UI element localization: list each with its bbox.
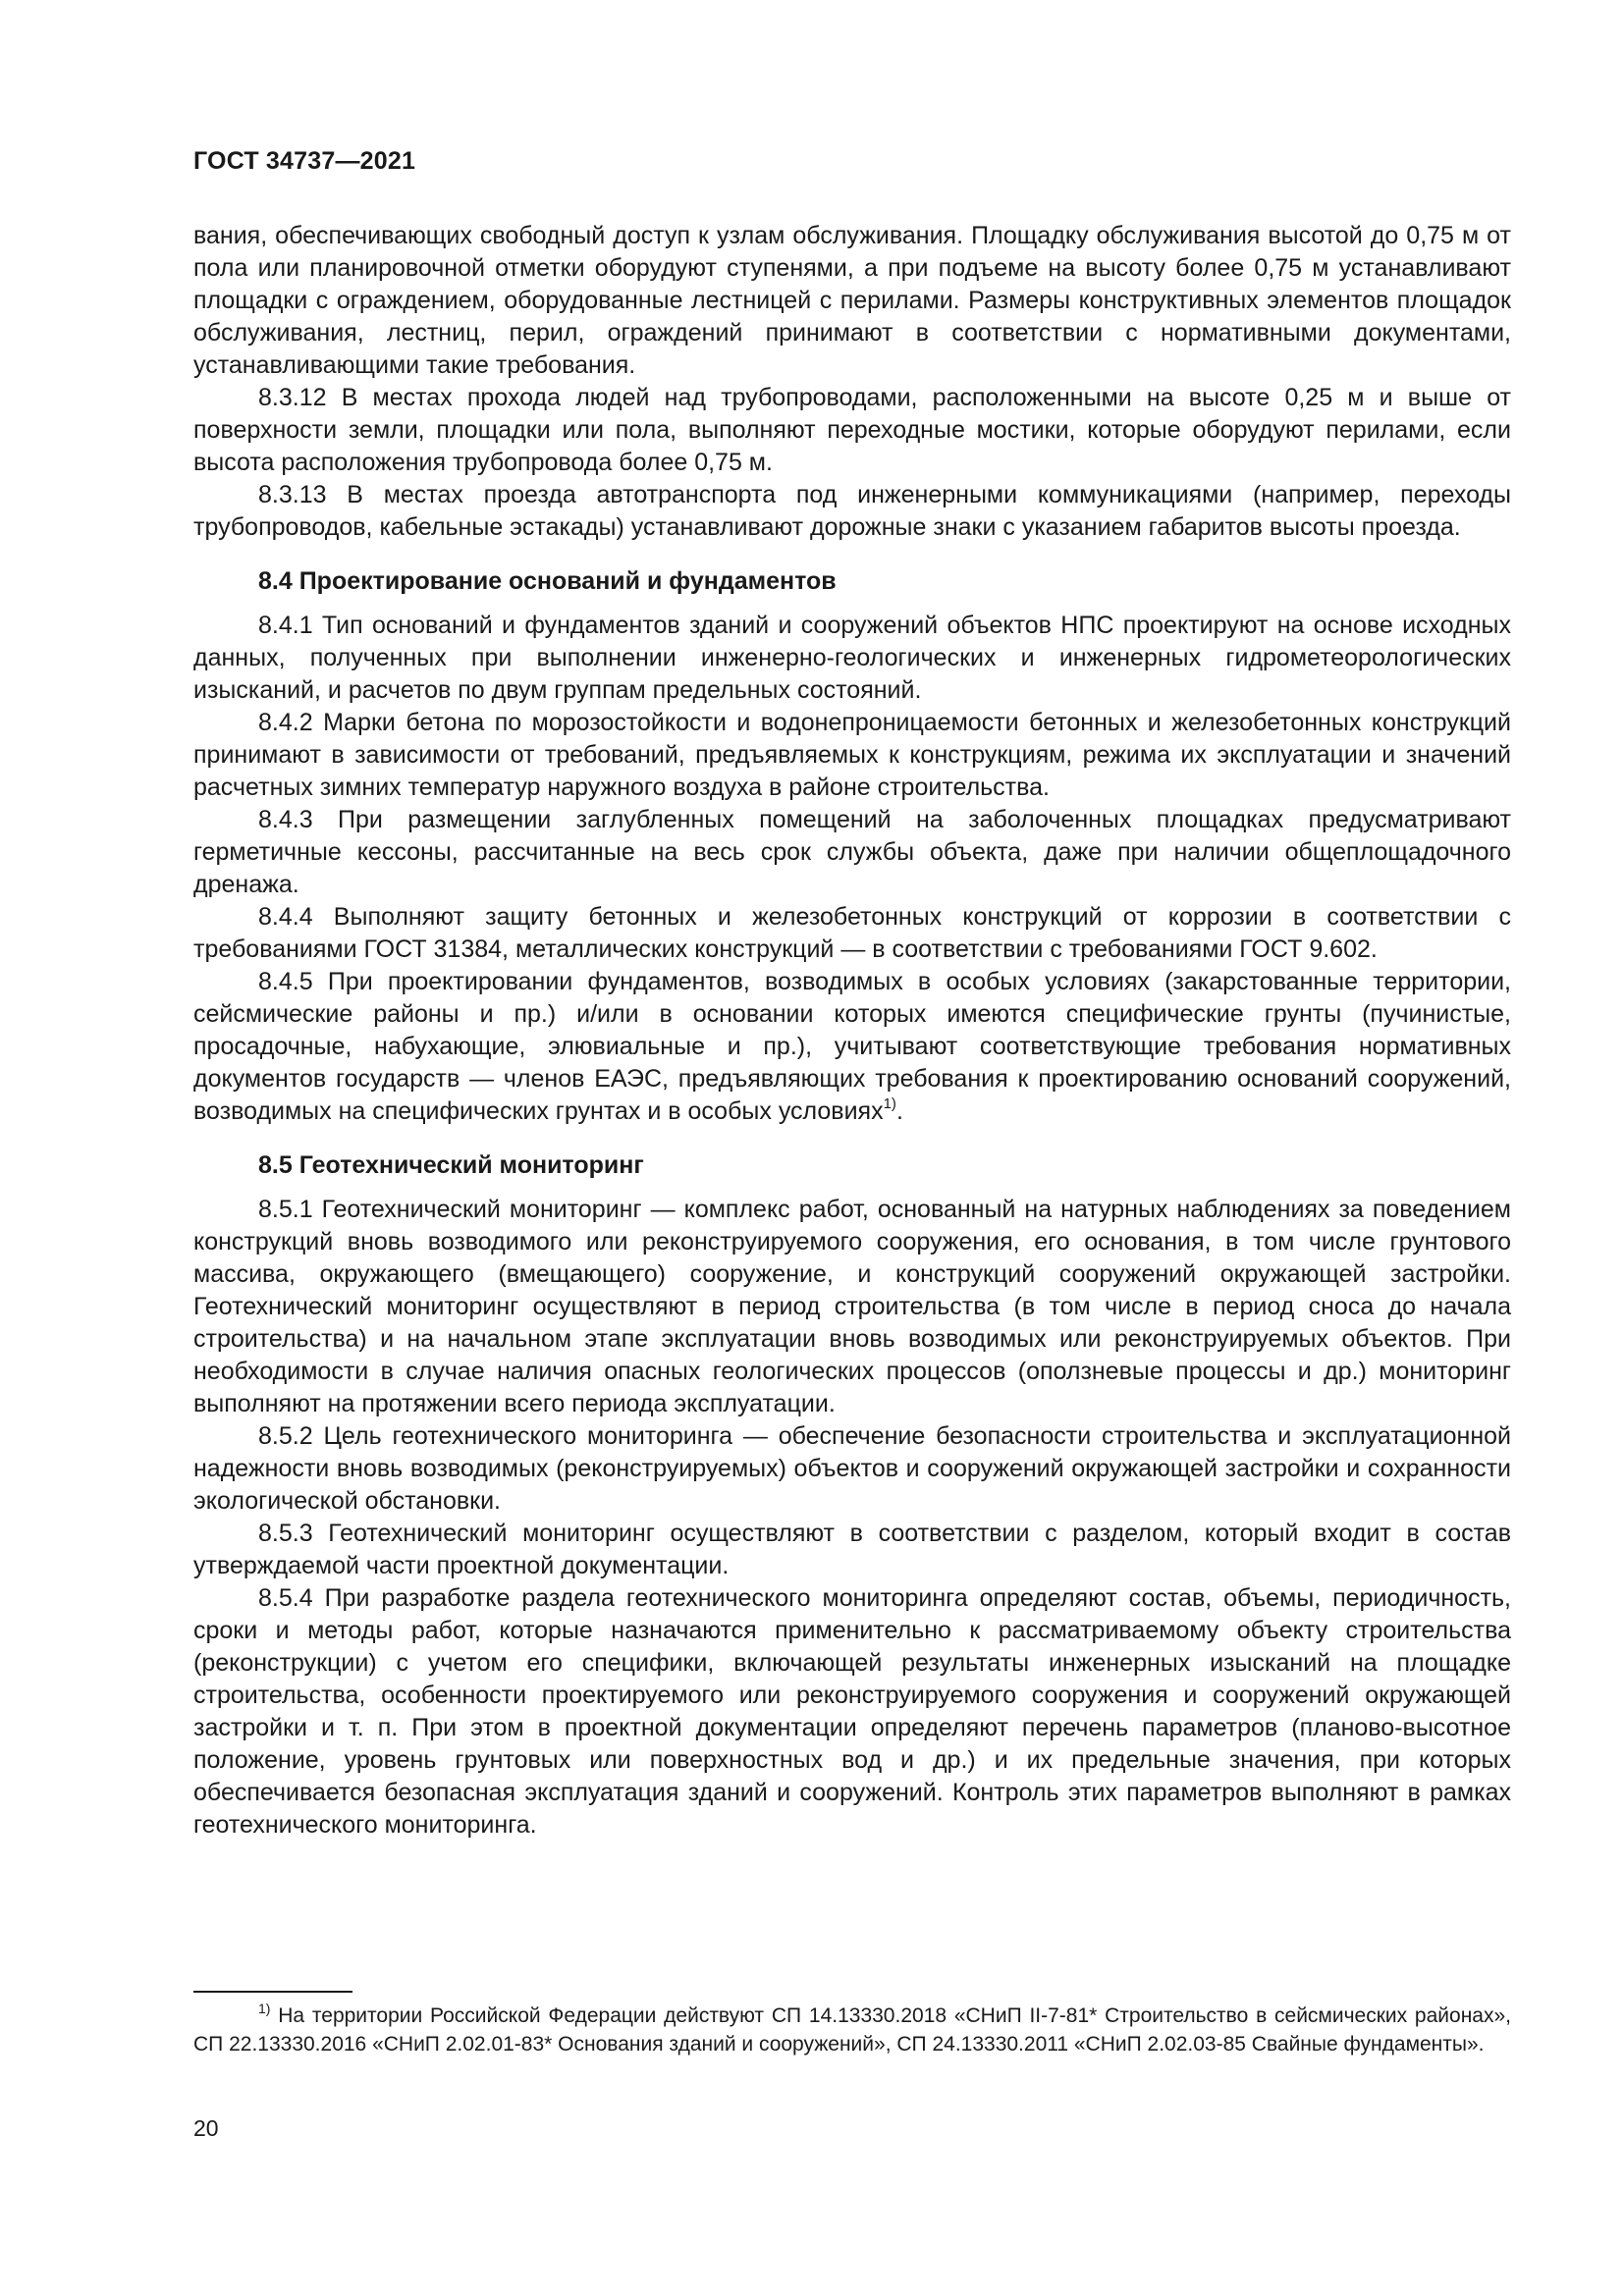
clause-8-4-2: 8.4.2 Марки бетона по морозостойкости и водонепроницаемости бетонных и железобетонных конструкций принимают в зависимости от требований, предъявляемых к конструкциям, режима их эксплуатации и значений расчетных зимних температур наружного воздуха в районе строительства. <box>193 709 1511 801</box>
clause-8-4-5-text: 8.4.5 При проектировании фундаментов, возводимых в особых условиях (закарстованные территории, сейсмические районы и пр.) и/или в основании которых имеются специфические грунты (пучинистые, просадочные, набухающие, элювиальные и пр.), учитывают соответствующие требования нормативных документов государств — членов ЕАЭС, предъявляющих требования к проектированию оснований сооружений, возводимых на специфических грунтах и в особых условиях <box>193 968 1511 1125</box>
section-heading-8-5: 8.5 Геотехнический мониторинг <box>258 1151 644 1179</box>
footnote-text: На территории Российской Федерации действуют СП 14.13330.2018 «СНиП II-7-81* Строительство в сейсмических районах», СП 22.13330.2016 «СНиП 2.02.01-83* Основания зданий и сооружений», СП 24.13330.2011 «СНиП 2.02.03-85 Свайные фундаменты». <box>193 2004 1511 2056</box>
document-page <box>193 0 1511 2296</box>
clause-8-5-3: 8.5.3 Геотехнический мониторинг осуществляют в соответствии с разделом, который входит в состав утверждаемой части проектной документации. <box>193 1520 1511 1579</box>
clause-8-4-1: 8.4.1 Тип оснований и фундаментов зданий и сооружений объектов НПС проектируют на основе исходных данных, полученных при выполнении инженерно-геологических и инженерных гидрометеорологических изысканий, и расчетов по двум группам предельных состояний. <box>193 612 1511 704</box>
footnote-reference[interactable]: 1) <box>883 1095 896 1112</box>
document-header: ГОСТ 34737—2021 <box>193 147 416 175</box>
document-body <box>193 220 1511 1842</box>
clause-8-3-13: 8.3.13 В местах проезда автотранспорта под инженерными коммуникациями (например, переходы трубопроводов, кабельные эстакады) устанавливают дорожные знаки с указанием габаритов высоты проезда. <box>193 481 1511 541</box>
clause-8-4-5-end: . <box>895 1097 903 1125</box>
footnote-divider <box>193 1991 352 1993</box>
clause-8-4-3: 8.4.3 При размещении заглубленных помещений на заболоченных площадках предусматривают герметичные кессоны, рассчитанные на весь срок службы объекта, даже при наличии общеплощадочного дренажа. <box>193 806 1511 898</box>
section-heading-8-4: 8.4 Проектирование оснований и фундаментов <box>258 567 837 595</box>
page-number: 20 <box>193 2115 219 2141</box>
clause-8-5-4: 8.5.4 При разработке раздела геотехнического мониторинга определяют состав, объемы, периодичность, сроки и методы работ, которые назначаются применительно к рассматриваемому объекту строительства (реконструкции) с учетом его специфики, включающей результаты инженерных изысканий на площадке строительства, особенности проектируемого или реконструируемого сооружения и сооружений окружающей застройки и т. п. При этом в проектной документации определяют перечень параметров (планово-высотное положение, уровень грунтовых или поверхностных вод и др.) и их предельные значения, при которых обеспечивается безопасная эксплуатация зданий и сооружений. Контроль этих параметров выполняют в рамках геотехнического мониторинга. <box>193 1584 1511 1839</box>
paragraph-continuation: вания, обеспечивающих свободный доступ к узлам обслуживания. Площадку обслуживания высотой до 0,75 м от пола или планировочной отметки оборудуют ступенями, а при подъеме на высоту более 0,75 м устанавливают площадки с ограждением, оборудованные лестницей с перилами. Размеры конструктивных элементов площадок обслуживания, лестниц, перил, ограждений принимают в соответствии с нормативными документами, устанавливающими такие требования. <box>193 222 1511 379</box>
footnote-mark: 1) <box>258 2001 271 2016</box>
clause-8-4-4: 8.4.4 Выполняют защиту бетонных и железобетонных конструкций от коррозии в соответствии с требованиями ГОСТ 31384, металлических конструкций — в соответствии с требованиями ГОСТ 9.602. <box>193 903 1511 963</box>
clause-8-5-2: 8.5.2 Цель геотехнического мониторинга — обеспечение безопасности строительства и эксплуатационной надежности вновь возводимых (реконструируемых) объектов и сооружений окружающей застройки и сохранности экологической обстановки. <box>193 1422 1511 1515</box>
clause-8-3-12: 8.3.12 В местах прохода людей над трубопроводами, расположенными на высоте 0,25 м и выше от поверхности земли, площадки или пола, выполняют переходные мостики, которые оборудуют перилами, если высота расположения трубопровода более 0,75 м. <box>193 384 1511 476</box>
footnote <box>193 2002 1511 2058</box>
clause-8-5-1: 8.5.1 Геотехнический мониторинг — комплекс работ, основанный на натурных наблюдениях за поведением конструкций вновь возводимого или реконструируемого сооружения, его основания, в том числе грунтового массива, окружающего (вмещающего) сооружение, и конструкций сооружений окружающей застройки. Геотехнический мониторинг осуществляют в период строительства (в том числе в период сноса до начала строительства) и на начальном этапе эксплуатации вновь возводимых или реконструируемых объектов. При необходимости в случае наличия опасных геологических процессов (оползневые процессы и др.) мониторинг выполняют на протяжении всего периода эксплуатации. <box>193 1196 1511 1417</box>
clause-8-4-5 <box>193 966 1511 1128</box>
